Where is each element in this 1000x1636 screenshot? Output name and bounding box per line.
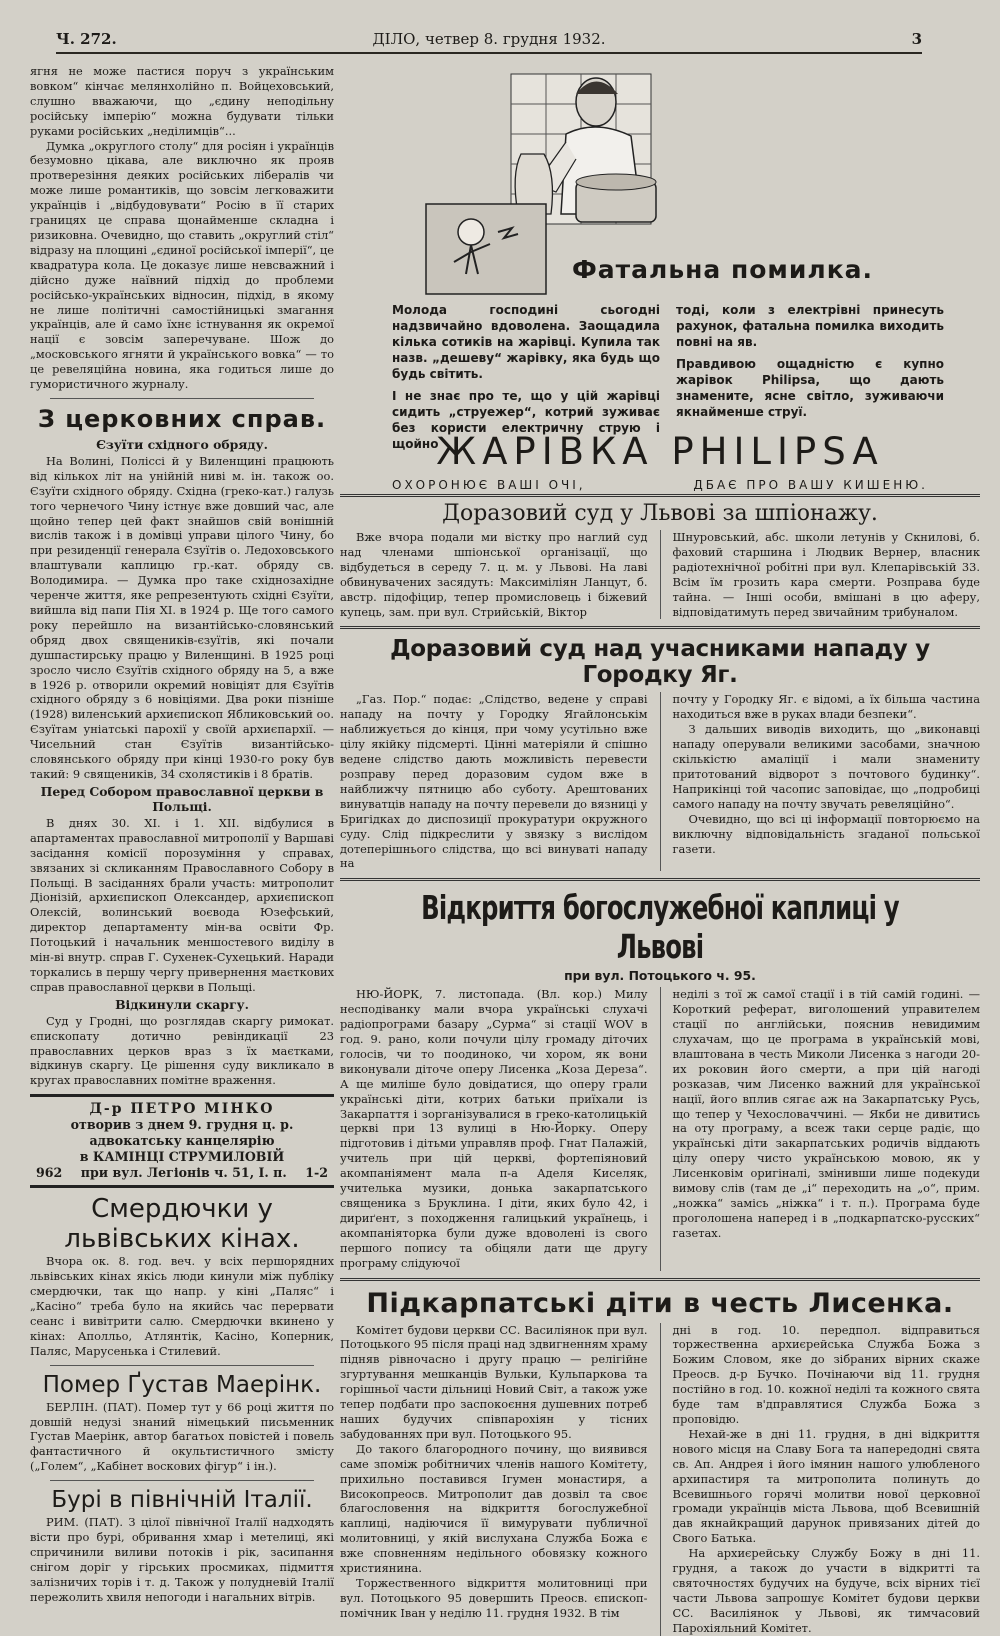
philips-advertisement <box>340 64 980 497</box>
column-rule <box>660 987 661 1270</box>
ad-paragraph: Молода господині сьогодні надзвичайно вдоволена. Заощадила кілька сотиків на жарівці. Купила так назв. „дешеву“ жарівку, яка будь що будь світить. <box>392 303 660 381</box>
left-column <box>30 64 334 1604</box>
ad-headline: Фатальна помилка. <box>572 255 874 284</box>
section-divider <box>340 626 980 629</box>
chapel-title: Відкриття богослужебної каплиці у Львові <box>421 888 899 967</box>
lysenko-right-3: На архиєрейську Службу Божу в дні 11. грудня, а також до участи в відкритті та святочностях будучих на будуче, всіх вірних тієї части Львова запрошує Комітет будови церкви СС. Василіянок у Львові, як тимчасовий Парохіяльний Комітет. <box>672 1546 980 1635</box>
right-column <box>340 64 980 1635</box>
lysenko-body <box>340 1323 980 1636</box>
espionage-court-body <box>340 530 980 619</box>
column-rule <box>660 530 661 619</box>
divider <box>50 1480 314 1481</box>
horodok-court-title: Доразовий суд над учасниками нападу у Городку Яг. <box>390 636 930 689</box>
chapel-subtitle: при вул. Потоцького ч. 95. <box>564 968 756 984</box>
ad-slogan-right: ДБАЄ ПРО ВАШУ КИШЕНЮ. <box>693 478 928 492</box>
ad-code: 1-2 <box>305 1165 328 1181</box>
lysenko-right-1: дні в год. 10. передпол. відправиться торжественна архиєрейська Служба Божа з Божим Словом, яке до зібраних вірних скаже Преосв. д-р Бучко. Почінаючи від 11. грудня постійно в год. 10. кожної неділі та кожного свята буде там в'дправлятися Служба Божа з проповідю. <box>672 1322 980 1426</box>
stinkbombs-paragraph: Вчора ок. 8. год. веч. у всіх першорядних львівських кінах якісь люди кинули між публіку смердючки, так що напр. у кіні „Паляс“ і „Касіно“ треба було на якийсь час перервати сеанс і вивітрити салю. Смердючки вкинено у кінах: Аполльо, Атлянтік, Касіно, Коперник, Паляс, Марусенька і Стилевий. <box>30 1254 334 1358</box>
horodok-court-right-3: Очевидно, що всі ці інформації повторюємо на виключну відповідальність згаданої польської газети. <box>672 811 980 856</box>
column-rule <box>660 692 661 871</box>
complaint-paragraph: Суд у Гродні, що розглядав скаргу римокат. єпископату дотично ревіндикації 23 православних церков враз з їх маєтками, відкинув скаргу. Це рішення суду викликало в кругах православних помітне враження. <box>30 1013 334 1088</box>
lawyer-advertisement <box>30 1094 334 1188</box>
intro-paragraph-1: ягня не може пастися поруч з українським вовком“ кінчає мелянхолійно п. Войцеховський, слушно вважаючи, що „єдину неподільну російську імперію“ можна будувати тільки руками російських „неділимців“... <box>30 64 334 138</box>
jesuits-subtitle: Єзуїти східного обряду. <box>96 436 268 452</box>
page-number: 3 <box>911 30 922 48</box>
issue-number: Ч. 272. <box>56 30 117 48</box>
horodok-court-right-2: З дальших виводів виходить, що „виконавці нападу оперували великими засобами, значною скількістю амаліції і мали знамениту притотований відворот з почтового будинку“. Наприкінці той часопис заповідає, що „подробиці самого нападу на почту звучать ревеляційно“. <box>672 722 980 811</box>
intro-paragraph-2: Думка „округлого столу“ для росіян і українців безумовно цікава, але виключно як прояв протверезіння деяких російських лібералів чи може лише романтиків, що зовсім легковажити українців і „відбудовувати“ Росію в її старих границях це справа щонайменше складна і ризиковна. Очевидно, що ставить „округлий стіл“ відразу на площині „єдиної російської імперії“, це квадратура кола. Це доказує лише невсважний і дійсно дуже наївний підхід до проблеми російсько-українських відносин, підхід, в якому не лише політичні самостійницькі змагання українців, але й само їхнє істнування як окремої нації є зовсім заперечуване. Шож до „московського ягняти й українського вовка“ — то це ревеляційна новина, яка годиться лише до гумористичного журналу. <box>30 138 334 392</box>
lysenko-left-2: До такого благородного почину, що виявився саме зпоміж робітничих членів нашого Комітету, прихильно поставився Ігумен монастиря, а Високопреосв. Митрополит дав дозвіл та своє благословення на відкриття богослужебної каплиці, надіючися її вимурувати публичної молитовниці, у якій вислухана Служба Божа є вже сповненням недільного обовязку кожного християнина. <box>340 1441 648 1576</box>
page-header <box>56 28 922 54</box>
italy-storms-title: Бурі в північній Італії. <box>51 1487 313 1514</box>
meyrink-title: Помер Ґустав Маерінк. <box>42 1371 322 1398</box>
lysenko-title: Підкарпатські діти в честь Лисенка. <box>366 1287 954 1319</box>
espionage-court-left: Вже вчора подали ми вістку про наглий суд над членами шпіонської організації, що відбудеться в середу 7. ц. м. у Львові. На лаві обвинувачених засядуть: Максиміліян Ланцут, б. австр. підофіцир, тепер промисловець і біжевий купець, зам. при вул. Стрийській, Віктор <box>340 530 648 619</box>
meyrink-paragraph: БЕРЛІН. (ПАТ). Помер тут у 66 році життя по довшій недузі знаний німецький письменник Густав Маерінк, автор багатьох повістей і повель фантастичного й окультистичного змісту („Голем“, „Кабінет воскових фігур“ і ін.). <box>30 1399 334 1474</box>
chapel-left: НЮ-ЙОРК, 7. листопада. (Вл. кор.) Милу несподіванку мали вчора українські слухачі радіопрограми базару „Сурма“ зі стації WOV в год. 9. рано, коли почули цілу громаду діточих голосів, чи то поодиноко, чи хором, як вони виконували діточе оперу Лисенка „Коза Дереза“. А ще миліше було довідатися, що оперу грали українські діти, котрих батьки приїхали із Закарпаття і зорганізувалися в греко-католицькій церкві при 13 вулиці в Ню-Йорку. Оперу підготовив і дітьми управляв проф. Гнат Палажій, учитель при цій церкві, фортепіяновий акомпаніямент мала п-а Аделя Киселяк, учителька музики, донька закарпатського священика з Бруклина. І діти, яких було 42, і дириґент, з походження галицький українець, і акомпаніяторка були дуже вдоволені із свого першого попису та обіцяли дати ще другу програму слідуючої <box>340 987 648 1270</box>
italy-storms-paragraph: РИМ. (ПАТ). З цілої північної Італії надходять вісти про бурі, обривання хмар і метелиці, які спричинили виливи потоків і рік, засипання снігом доріг у гірських просмиках, підмиття залізничих торів і т. д. Також у полудневій Італії пережолить хвиля непогоди і нагальних вітрів. <box>30 1515 334 1604</box>
chapel-right: неділі з тої ж самої стації і в тій самій годині. — Короткий реферат, виголошений управителем стації по англійськи, пояснив невидимим слухачам, що це програма в українській мові, влаштована в честь Миколи Лисенка з нагоди 20-их роковин його смерти, а при цій нагоді розказав, чим Лисенко важний для української нації, його вплив сягає аж на Закарпатську Русь, що тепер у Чехословаччині. — Якби не дивитись на оту програму, а всеж таки серце радіє, що українські діти закарпатських родичів віддають цілу оперу чисто українською мовою, як у Лисенковім оригіналі, змінивши лише подекуди вимову слів (там де „і“ переходить на „о“, прим. „ножка“ замісь „ніжка“ і т. п.). Програма буде проголошена наперед і в „подкарпатско-русских“ газетах. <box>672 987 980 1240</box>
horodok-court-left: „Газ. Пор.“ подає: „Слідство, ведене у справі нападу на почту у Городку Ягайлонськім наближується до кінця, при чому усутільно вже цілу якійку підсмерті. Цінні матеріяли й спішно ведене слідство дають можливість перевести розправу перед доразовим судом вже в найближчу пятницю або суботу. Арештованих винуватців нападу на почту перевели до вязниці у Бригідках до диспозиції прокуратури окружного суду. Слід підкреслити у звязку з вислідом дотеперішнього слідства, що всі винуваті нападу на <box>340 692 648 871</box>
complaint-subtitle: Відкинули скаргу. <box>115 996 249 1012</box>
ad-line-3: в КАМІНЦІ СТРУМИЛОВІЙ <box>79 1149 285 1165</box>
lysenko-left-1: Комітет будови церкви СС. Василіянок при вул. Потоцького 95 після праці над здвигненням храму підняв рівночасно і другу працю — релігійне згуртування мешканців Вульки, Кульпаркова та горішньої части дільниці Новий Світ, а також уже тепер подбати про заспокоєння душевних потреб наших будучих співпарохіян у тісних забудованнях при вул. Потоцького 95. <box>340 1322 648 1441</box>
church-news-title: З церковних справ. <box>37 404 327 433</box>
stinkbombs-title: Смердючки у львівських кінах. <box>64 1194 300 1255</box>
espionage-court-title: Доразовий суд у Львові за шпіонажу. <box>442 501 878 526</box>
section-divider <box>340 1278 980 1281</box>
chapel-body <box>340 987 980 1270</box>
divider <box>50 1365 314 1366</box>
section-divider <box>340 878 980 881</box>
jesuits-paragraph: На Волині, Поліссі й у Виленщині працюють від кількох літ на унійній ниві м. ін. також оо. Єзуїти східного обряду. Східна (греко-кат.) галузь того чернечого Чину істнує вже довший час, але щойно тепер цей факт знайшов свій вонішній вислів також і в домівці управи цілого Чину, бо при резиденції генерала Єзуїтів о. Ледоховського влаштували каплицю гр.-кат. обряду св. Володимира. — Думка про таке східнозахідне черенче життя, яке репрезентують східні Єзуїти, вийшла від папи Пія XI. в 1924 р. Ще того самого року перейшло на византійсько-словянський обряд двох священиків-єзуїтів, які почали душпастирську працю у Виленщині. В 1925 році зросло число Єзуїтів східного обряду на 5, а вже в 1926 р. отворили окремий новіціят для Єзуїтів східного обряду з 6 новіціями. Два роки пізніше (1928) виленський архиєпископ Ябликовський оо. Єзуїтам уніатські парохії у своїй архиєпархії. — Чисельний стан Єзуїтів византійсько-словянського обряду при кінці 1930-го року був такий: 9 священиків, 34 схолястиків і 8 братів. <box>30 453 334 781</box>
ad-line-2: адвокатську канцелярію <box>89 1133 275 1149</box>
ad-slogan <box>392 478 928 492</box>
lysenko-right-2: Нехай-же в дні 11. грудня, в дні відкриття нового місця на Славу Бога та напередодні свята св. Ап. Андрея і його імянин нашого улюбленого архипастиря та митрополита полинуть до Всевишнього горячі молитви нової церковної громади українців міста Львова, щоб Всевишній дав якнайкращий дарунок привязаних дітей до Свого Батька. <box>672 1426 980 1546</box>
ad-lawyer-name: Д-р ПЕТРО МІНКО <box>89 1101 275 1118</box>
divider <box>50 398 314 399</box>
ad-number: 962 <box>36 1165 63 1181</box>
ad-paragraph: І не знає про те, що у цій жарівці сидить „струежер“, котрий зуживає без користи електричну струю і щойно <box>392 389 660 451</box>
ad-address: при вул. Легіонів ч. 51, І. п. <box>80 1165 287 1181</box>
ad-brand: ЖАРІВКА PHILIPSA <box>436 430 884 473</box>
horodok-court-right-1: почту у Городку Яг. є відомі, а їх більша частина находиться вже в руках влади безпеки“. <box>672 692 980 722</box>
sobor-subtitle: Перед Собором православної церкви в Польщі. <box>40 783 324 814</box>
ad-address-row <box>36 1165 328 1181</box>
masthead-date: ДІЛО, четвер 8. грудня 1932. <box>372 30 606 48</box>
column-rule <box>660 1323 661 1636</box>
ad-paragraph: тоді, коли з електрівні принесуть рахунок, фатальна помилка виходить повні на яв. <box>676 303 944 349</box>
lysenko-left-3: Торжественного відкриття молитовниці при вул. Потоцького 95 довершить Преосв. єпископ-помічник Іван у неділю 11. грудня 1932. В тім <box>340 1575 648 1620</box>
espionage-court-right: Шнуровський, абс. школи летунів у Скнилові, б. фаховий старшина і Людвик Вернер, власник радіотехнічної робітні при вул. Клепарівській 33. Всім їм грозить кара смерти. Розправа буде тайна. — Інші особи, вмішані в цю аферу, відповідатимуть перед звичайним трибуналом. <box>672 530 980 619</box>
horodok-court-body <box>340 692 980 871</box>
ad-line-1: отворив з днем 9. грудня ц. р. <box>70 1117 294 1133</box>
ad-slogan-left: ОХОРОНЮЄ ВАШІ ОЧІ, <box>392 478 586 492</box>
sobor-paragraph: В днях 30. XI. і 1. XII. відбулися в апартаментах православної митрополії у Варшаві засідання комісії порозуміння у справах, звязаних зі скликанням Православного Собору в Польщі. В засіданнях брали участь: митрополит Діонізій, архиєпископ Олександер, архиєпископ Олексій, волинський воєвода Юзефський, директор департаменту мін-ва освіти Фр. Потоцький і начальник меншостевого виділу в мін-ві внутр. справ Г. Сухенек-Сухецький. Наради торкались в першу чергу привернення маєткових справ православної церкви в Польщі. <box>30 815 334 994</box>
ad-paragraph: Правдивою ощадністю є купно жарівок Philipsa, що дають знамените, ясне світло, зуживаючи якнайменше струї. <box>676 357 944 419</box>
